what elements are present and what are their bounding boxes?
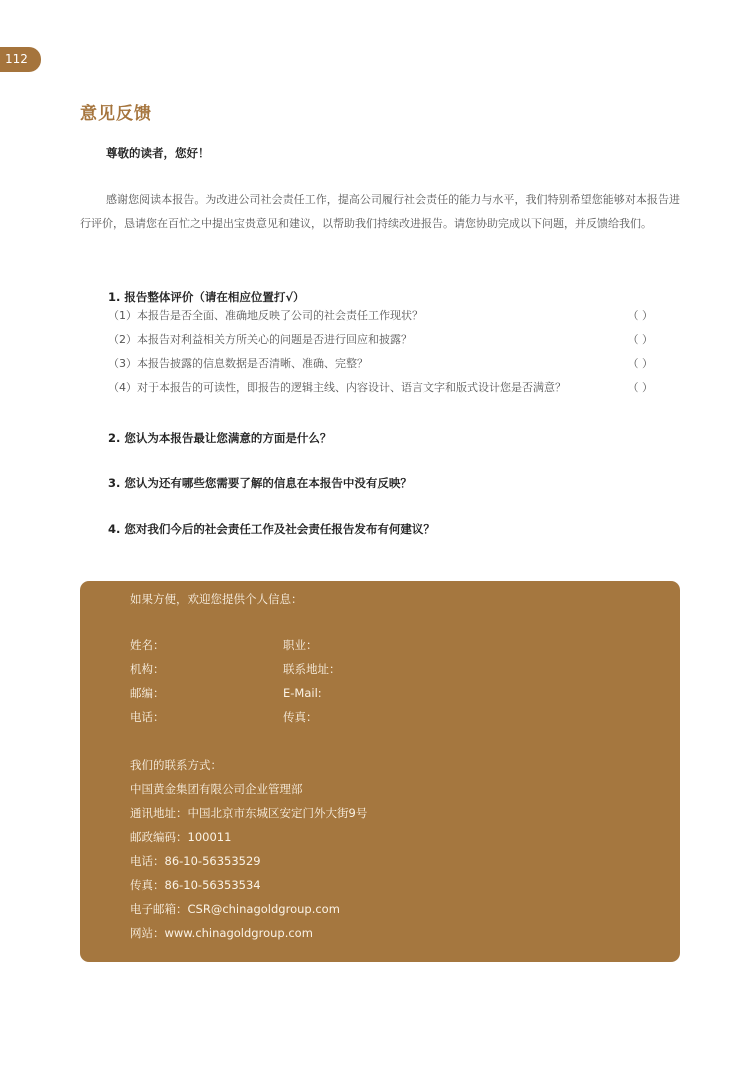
eval-item-answer-box[interactable]: （ ） — [627, 381, 653, 394]
eval-item-4 — [108, 376, 653, 400]
field-name-label: 姓名： — [130, 638, 165, 652]
contact-org: 中国黄金集团有限公司企业管理部 — [130, 782, 303, 796]
contact-fax: 传真：86-10-56353534 — [130, 878, 261, 892]
question-4: 4. 您对我们今后的社会责任工作及社会责任报告发布有何建议？ — [108, 522, 435, 536]
question-3: 3. 您认为还有哪些您需要了解的信息在本报告中没有反映？ — [108, 476, 412, 490]
contact-website[interactable]: 网站：www.chinagoldgroup.com — [130, 926, 313, 940]
intro-paragraph: 感谢您阅读本报告。为改进公司社会责任工作，提高公司履行社会责任的能力与水平，我们特别希望您能够对本报告进行评价，恳请您在百忙之中提出宝贵意见和建议，以帮助我们持续改进报告。请您协助完成以下问题，并反馈给我们。 — [80, 193, 680, 230]
question-2: 2. 您认为本报告最让您满意的方面是什么？ — [108, 431, 332, 445]
field-postcode-label: 邮编： — [130, 686, 165, 700]
field-fax-label: 传真： — [283, 710, 318, 724]
eval-item-text: （3）本报告披露的信息数据是否清晰、准确、完整？ — [108, 357, 368, 370]
contact-address: 通讯地址：中国北京市东城区安定门外大街9号 — [130, 806, 368, 820]
page-number: 112 — [0, 47, 41, 72]
contact-heading: 我们的联系方式： — [130, 758, 222, 772]
field-org-label: 机构： — [130, 662, 165, 676]
info-prompt: 如果方便，欢迎您提供个人信息： — [130, 592, 303, 606]
eval-item-answer-box[interactable]: （ ） — [627, 333, 653, 346]
eval-item-text: （4）对于本报告的可读性，即报告的逻辑主线、内容设计、语言文字和版式设计您是否满意？ — [108, 381, 566, 394]
field-phone-label: 电话： — [130, 710, 165, 724]
page-title: 意见反馈 — [80, 104, 152, 124]
eval-item-answer-box[interactable]: （ ） — [627, 357, 653, 370]
field-email-label: E-Mail: — [283, 686, 322, 700]
contact-email[interactable]: 电子邮箱：CSR@chinagoldgroup.com — [130, 902, 340, 916]
eval-item-text: （1）本报告是否全面、准确地反映了公司的社会责任工作现状？ — [108, 309, 423, 322]
field-address-label: 联系地址： — [283, 662, 341, 676]
eval-item-2 — [108, 328, 653, 352]
eval-item-3 — [108, 352, 653, 376]
field-job-label: 职业： — [283, 638, 318, 652]
contact-phone: 电话：86-10-56353529 — [130, 854, 261, 868]
greeting: 尊敬的读者，您好！ — [106, 146, 210, 160]
personal-info-box — [80, 581, 680, 962]
eval-item-text: （2）本报告对利益相关方所关心的问题是否进行回应和披露？ — [108, 333, 412, 346]
eval-item-1 — [108, 304, 653, 328]
eval-item-answer-box[interactable]: （ ） — [627, 309, 653, 322]
question-1-heading: 1. 报告整体评价（请在相应位置打√） — [108, 290, 305, 304]
contact-postcode: 邮政编码：100011 — [130, 830, 232, 844]
